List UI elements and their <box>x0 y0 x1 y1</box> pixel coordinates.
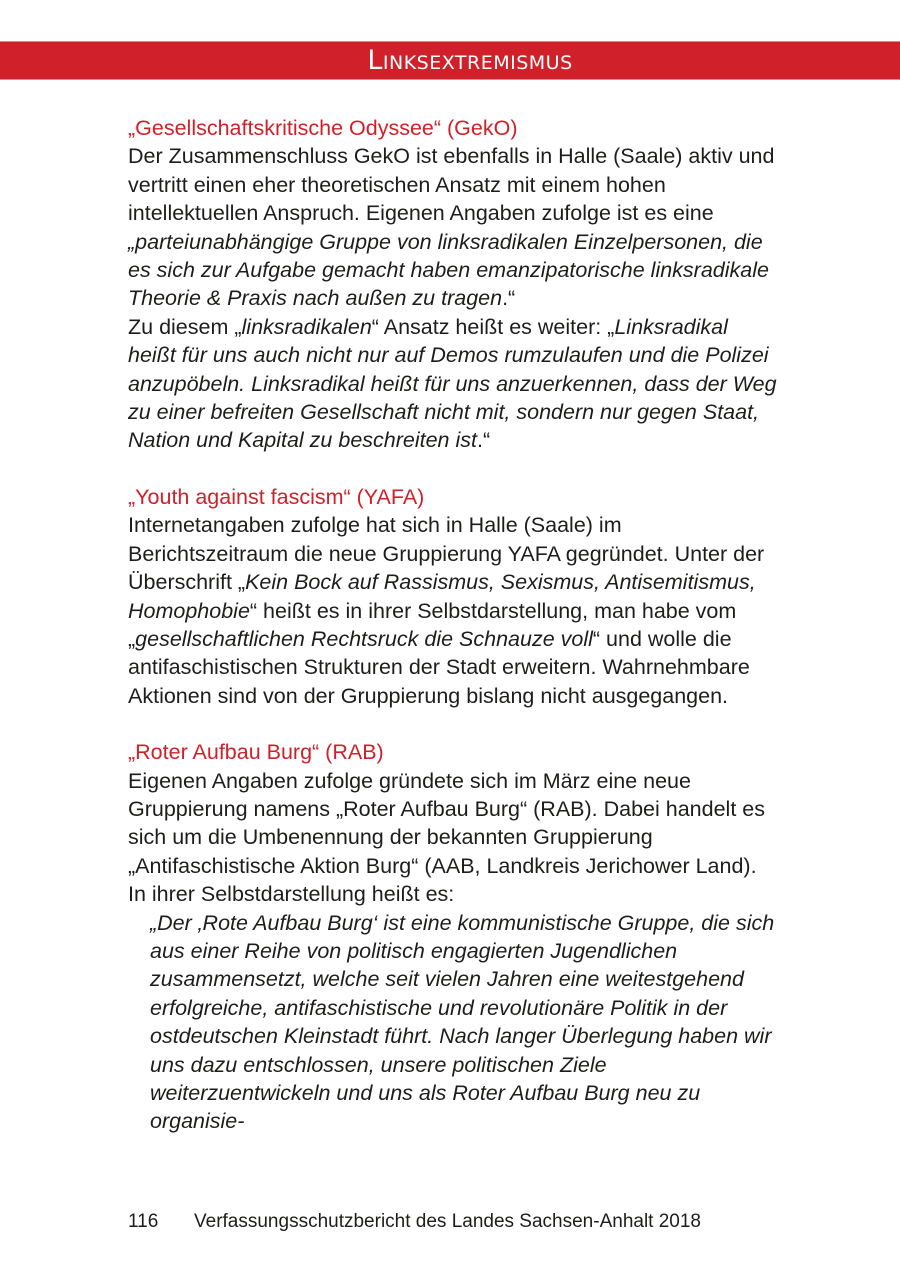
section-geko <box>128 114 778 455</box>
paragraph <box>128 313 778 455</box>
page-number: 116 <box>128 1211 159 1232</box>
block-quote: „Der ‚Rote Aufbau Burg‘ ist eine kommunistische Gruppe, die sich aus einer Reihe von politisch engagierten Jugendlichen zusammensetzt, welche seit vielen Jahren eine weitestgehend erfolgreiche, antifaschistische und revolutionäre Politik in der ostdeutschen Kleinstadt führt. Nach langer Überlegung haben wir uns dazu entschlossen, unsere politischen Ziele weiterzuentwickeln und uns als Roter Aufbau Burg neu zu organisie- <box>150 910 775 1134</box>
quoted-text: Kein Bock auf Rassismus, Sexismus, Antisemitismus, Homophobie <box>128 570 756 623</box>
text: Der Zusammenschluss GekO ist ebenfalls in Halle (Saale) aktiv und vertritt einen eher theoretischen Ansatz mit einem hohen intellektuellen Anspruch. Eigenen Angaben zufolge ist es eine <box>128 144 775 226</box>
chapter-header-bar <box>0 41 900 80</box>
publication-title: Verfassungsschutzbericht des Landes Sachsen-Anhalt 2018 <box>194 1211 701 1232</box>
section-rab <box>128 738 778 1136</box>
section-yafa <box>128 483 778 710</box>
section-heading: „Roter Aufbau Burg“ (RAB) <box>128 740 384 765</box>
text: “ und wolle die antifaschistischen Strukturen der Stadt erweitern. Wahrnehmbare Aktionen sind von der Gruppierung bislang nicht ausgegangen. <box>128 626 750 708</box>
quoted-text: linksradikalen <box>241 314 372 339</box>
text: Internetangaben zufolge hat sich in Halle (Saale) im Berichtszeitraum die neue Gruppierung YAFA gegründet. Unter der Überschrift „ <box>128 513 765 595</box>
section-heading: „Gesellschaftskritische Odyssee“ (GekO) <box>128 116 518 140</box>
text: Zu diesem „ <box>128 314 242 339</box>
section-heading: „Youth against fascism“ (YAFA) <box>128 484 425 509</box>
text: .“ <box>477 428 491 453</box>
page-footer <box>128 1211 701 1233</box>
paragraph <box>128 142 778 312</box>
text: “ Ansatz heißt es weiter: „ <box>371 314 615 339</box>
page-content <box>128 114 778 1164</box>
text: .“ <box>502 286 516 311</box>
text: “ heißt es in ihrer Selbstdarstellung, man habe vom „ <box>128 598 737 651</box>
paragraph: Eigenen Angaben zufolge gründete sich im März eine neue Gruppierung namens „Roter Aufbau Burg“ (RAB). Dabei handelt es sich um die Umbenennung der bekannten Gruppierung „Antifaschistische Aktion Burg“ (AAB, Landkreis Jerichower Land). In ihrer Selbstdarstellung heißt es: <box>128 768 765 907</box>
quoted-text: Linksradikal heißt für uns auch nicht nur auf Demos rumzulaufen und die Polizei anzupöbeln. Linksradikal heißt für uns anzuerkennen, dass der Weg zu einer befreiten Gesellschaft nicht mit, sondern nur gegen Staat, Nation und Kapital zu beschreiten ist <box>128 314 777 453</box>
quoted-text: „parteiunabhängige Gruppe von linksradikalen Einzelpersonen, die es sich zur Aufgabe gemacht haben emanzipatorische linksradikale Theorie & Praxis nach außen zu tragen <box>128 229 769 311</box>
quoted-text: gesellschaftlichen Rechtsruck die Schnauze voll <box>135 626 593 651</box>
paragraph <box>128 511 778 710</box>
chapter-title: Linksextremismus <box>367 45 573 76</box>
